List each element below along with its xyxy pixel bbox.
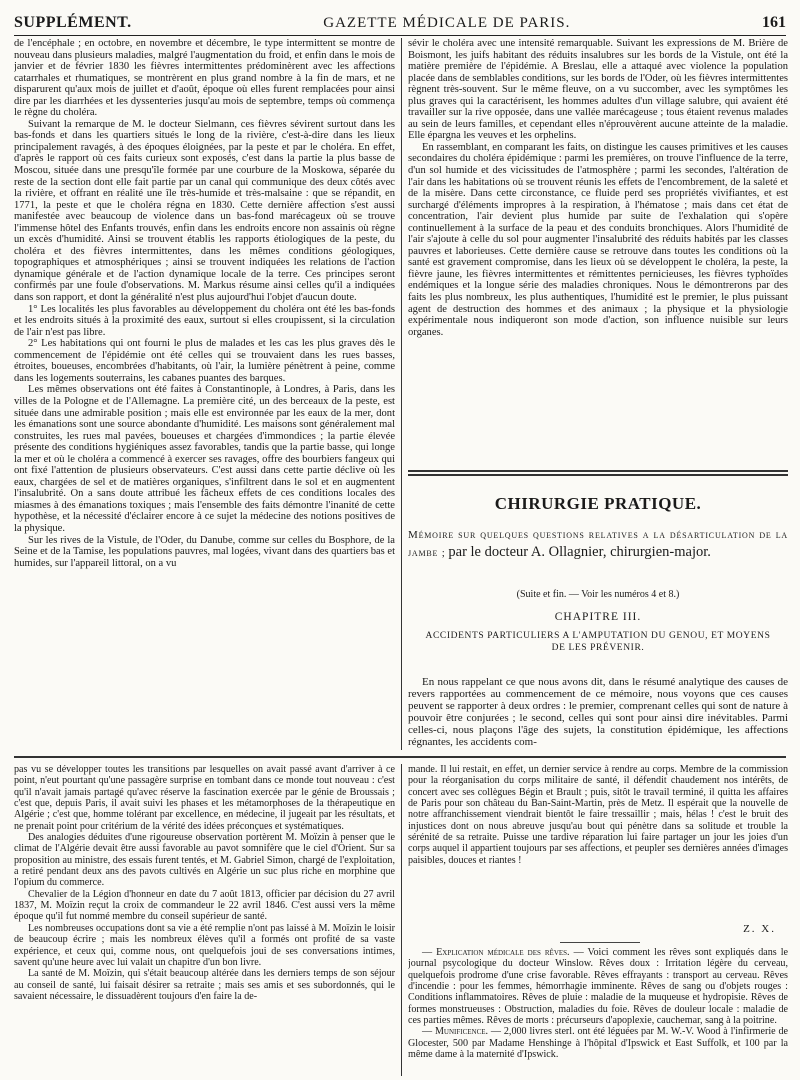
memoir-lead: Mémoire sur quelques questions relatives a la désarticulation de la jambe ; xyxy=(408,529,788,559)
paragraph: de l'encéphale ; en octobre, en novembre et décembre, le type intermittent se montre de nouveau dans plusieurs maladies, malgré l'augmentation du froid, et enfin dans le mois de janvier et de février 1830 les fièvres intermittentes prédominèrent avec les affections catarrhales et rhumatiques, se montrèrent en plus grand nombre à la fin de mars, et ne disparurent qu'aux mois de juillet et d'août, époque où elles furent remplacées pour ainsi dire par les diarrhées et les dyssenteries jusqu'au mois de septembre, temps où commença le règne du choléra. xyxy=(14,38,395,119)
paragraph: Des analogies déduites d'une rigoureuse observation portèrent M. Moïzin à penser que le climat de l'Algérie devait être aussi favorable au pavot somnifère que le ciel d'Orient. Sur sa proposition au ministre, des essais furent tentés, et M. Gabriel Simon, chargé de l'exploitation, a retiré pendant deux ans des pavots cultivés en Algérie un suc plus riche en morphine que l'opium du commerce. xyxy=(14,832,395,889)
paragraph: En nous rappelant ce que nous avons dit, dans le résumé analytique des causes de revers rapportées au commencement de ce mémoire, nous voyons que ces causes peuvent se rapporter à deux ordres : le premier, comprenant celles qui sont de nature à pouvoir être conjurées ; le second, celles qui sont pour ainsi dire inévitables. Parmi celles-ci, nous plaçons l'âge des sujets, la constitution épidémique, les affections régnantes, les accidents com- xyxy=(408,676,788,748)
left-column-top xyxy=(14,38,395,746)
separator-rule xyxy=(560,942,640,943)
chapter-heading: CHAPITRE III. xyxy=(554,611,642,623)
paragraph: 2° Les habitations qui ont fourni le plus de malades et les cas les plus graves dès le commencement de l'épidémie ont été celles qui se trouvaient dans les rues basses, étroites, boueuses, encombrées d'habitants, où l'air, la lumière pénètrent à peine, comme dans les logements souterrains, les cabanes puantes des barques. xyxy=(14,338,395,384)
column-divider xyxy=(401,764,402,1076)
left-column-bottom xyxy=(14,764,395,1076)
chapter-subtitle: ACCIDENTS PARTICULIERS A L'AMPUTATION DU GENOU, ET MOYENS DE LES PRÉVENIR. xyxy=(425,631,771,653)
page-header xyxy=(14,6,786,36)
right-column-bottom xyxy=(408,764,788,924)
continuation-note: (Suite et fin. — Voir les numéros 4 et 8.) xyxy=(516,589,680,600)
paragraph: Sur les rives de la Vistule, de l'Oder, du Danube, comme sur celles du Bosphore, de la Seine et de la Tamise, les populations pauvres, mal logées, vivant dans des quartiers bas et humides, sur l'appareil littoral, on a vu xyxy=(14,534,395,569)
paragraph: Les mêmes observations ont été faites à Constantinople, à Londres, à Paris, dans les villes de la Pologne et de l'Allemagne. La première cité, un des berceaux de la peste, est située dans une admirable position ; mais elle est environnée par les eaux de la mer, dont les émanations sont une source abondante d'humidité. Les maisons sont généralement mal construites, les rues mal pavées, boueuses et chargées d'immondices ; la partie élevée présente des conditions hygiéniques assez favorables, tandis que la partie basse, qui longe la mer et où le choléra a commencé à exercer ses ravages, offre des bourbiers fangeux qui ont fixé l'attention de plusieurs observateurs. C'est aussi dans cette partie déclive où les eaux, chargées de sel et de matières organiques, s'infiltrent dans le sol et en augmentent l'insalubrité. On a sans doute attribué les fâcheux effets de ces conditions locales des miasmes à des émanations toxiques ; mais l'ensemble des faits démontre l'inanité de cette hypothèse, et la nécessité d'éclairer encore à ce sujet la médecine des notions positives de la physique. xyxy=(14,384,395,534)
paragraph: En rassemblant, en comparant les faits, on distingue les causes primitives et les causes secondaires du choléra épidémique : parmi les premières, on trouve l'influence de la terre, d'un sol humide et des vicissitudes de l'atmosphère ; parmi les secondes, l'altération de l'air dans les habitations où se trouvent réunis les effets de l'encombrement, de la saleté et de la misère. Dans cette circonstance, ce fluide perd ses propriétés vivifiantes, et est surchargé d'éléments impropres à la respiration, à l'hématose ; mais dans cet état de concentration, l'air devient plus humide par suite de l'exhalation qui s'opère continuellement à la surface de la peau et des conduits bronchiques. Alors l'humidité de l'air s'ajoute à celle du sol pour augmenter l'insalubrité des réduits habités par les classes pauvres et laborieuses. Cette dernière cause se retrouve dans toutes les conditions où la santé est gravement compromise, dans les lieux où se développent le choléra, la peste, la fièvre jaune, les fièvres intermittentes et rémittentes pernicieuses, les fièvres typhoïdes endémiques et la longue série des maladies chroniques. Nous le démontrerons par des faits les plus nombreux, les plus authentiques, l'humidité est le premier, le plus puissant agent de destruction des hommes et des animaux ; la physique et la physiologie expérimentale nous indiqueront son mode d'action, son influence nuisible sur leurs organes. xyxy=(408,141,788,338)
section-rule xyxy=(408,470,788,472)
paragraph: La santé de M. Moïzin, qui s'était beaucoup altérée dans les derniers temps de son séjour au conseil de santé, lui faisait désirer sa retraite ; mais ses amis et ses subordonnés, qui le savaient nécessaire, le dissuadèrent toujours d'en faire la de- xyxy=(14,968,395,1002)
page-rule xyxy=(14,756,786,758)
memoir-title xyxy=(408,527,788,562)
paragraph: sévir le choléra avec une intensité remarquable. Suivant les expressions de M. Brière de Boismont, les juifs habitant des réduits insalubres sur les bords de la Vistule, ont été la matière première de l'épidémie. A Breslau, elle a attaqué avec violence la population placée dans de semblables conditions, sur les bords de l'Oder, où les fièvres intermittentes règnent très-souvent. Sur le même fleuve, on a vu succomber, avec les symptômes les plus graves qui la caractérisent, les hommes adultes d'un village salubre, qui avaient été travailler sur la rive opposée, dans une vallée marécageuse ; tous étaient revenus malades au sein de leurs familles, et cependant elles n'éprouvèrent aucune atteinte de la maladie. Elle épargna les veuves et les orphelins. xyxy=(408,38,788,142)
news-items xyxy=(408,947,788,1077)
paragraph: Suivant la remarque de M. le docteur Sielmann, ces fièvres sévirent surtout dans les bas-fonds et dans les quartiers situés le long de la rivière, c'est-à-dire dans les lieux principalement ravagés, à des époques éloignées, par la peste et par le choléra. En effet, d'après le rapport où ces faits curieux sont exposés, c'est dans la partie la plus basse de Moscou, située dans une presqu'île formée par une courbure de la Moskowa, séparée du reste de la section dont elle fait partie par un canal qui communique des deux côtés avec la rivière, et offrant en réalité une île très-humide et très-malsaine : que se répandit, en 1771, la peste et que le choléra régna en 1830. Cette dernière affection s'est aussi manifestée avec beaucoup de violence dans un bas-fond marécageux où se trouve l'immense hôtel des Enfants trouvés, enfin dans les endroits encore non assainis où règne un excès d'humidité. Ainsi se trouvent établis les rapports étiologiques de la peste, du choléra et des fièvres intermittentes, dans les mêmes conditions géologiques, topographiques et atmosphériques ; ainsi se trouvent indiquées les relations de l'action dynamique générale et de l'action dynamique locale de la terre. Ces principes seront confirmés par une foule d'observations. M. Markus résume ainsi celles qu'il a indiquées dans son rapport, et dont la généralité n'est plus aujourd'hui l'objet d'aucun doute. xyxy=(14,118,395,304)
news-heading: — Explication médicale des rêves. xyxy=(422,947,570,958)
memoir-author: par le docteur A. Ollagnier, chirurgien-major. xyxy=(448,544,711,560)
paragraph: Les nombreuses occupations dont sa vie a été remplie n'ont pas laissé à M. Moïzin le loisir de beaucoup écrire ; mais les nombreux élèves qu'il a formés ont profité de sa vaste expérience, et ceux qui, comme nous, ont quelquefois joui de ses conversations intimes, savent qu'une heure avec lui valait un chapitre d'un bon livre. xyxy=(14,922,395,968)
column-divider xyxy=(401,38,402,750)
paragraph: pas vu se développer toutes les transitions par lesquelles on avait passé avant d'arriver à ce point, n'eut pourtant qu'une passagère surprise en tombant dans ce monde tout nouveau : c'est qu'il n'avait jamais partagé qu'avec réserve la fascination exercée par le génie de Broussais ; c'est que, depuis Paris, il avait suivi les phases et les métamorphoses de la thérapeutique en Algérie ; c'est que, homme tolérant par excellence, en médecine, il jugeait par les résultats, et ne prenait point pour critérium de la vérité des idées préconçues et systématiques. xyxy=(14,764,395,832)
page-number: 161 xyxy=(761,14,786,31)
news-text: — 2,000 livres sterl. ont été léguées par M. W.-V. Wood à l'infirmerie de Glocester, 500 par Madame Henshinge à l'hôpital d'Ipswick et East Suffolk, et 100 par la même dame à la maternité d'Ipswick. xyxy=(408,1026,788,1061)
section-title: CHIRURGIE PRATIQUE. xyxy=(494,494,702,513)
news-item xyxy=(408,1026,788,1060)
paragraph: 1° Les localités les plus favorables au développement du choléra ont été les bas-fonds et les endroits situés à la proximité des eaux, surtout si elles croupissent, si la circulation de l'air n'est pas libre. xyxy=(14,303,395,338)
right-column-top xyxy=(408,38,788,462)
paragraph: Chevalier de la Légion d'honneur en date du 7 août 1813, officier par décision du 27 avril 1837, M. Moïzin reçut la croix de commandeur le 22 avril 1846. C'est aussi vers la même époque qu'il fut nommé membre du conseil supérieur de santé. xyxy=(14,888,395,923)
section-rule xyxy=(408,474,788,476)
news-text: — Voici comment les rêves sont expliqués dans le journal psycologique du docteur Winslow. Rêves doux : Irritation légère du cerveau, quelquefois prodrome d'une crise favorable. Rêves effrayants : transport au cerveau. Rêves d'incendie : pour les femmes, hémorrhagie imminente. Rêves de sang ou d'objets rouges : Conditions inflammatoires. Rêves de pluie : maladie de la muqueuse et hydropisie. Rêves de formes monstrueuses : Obstruction, maladies du foie. Rêves de douleur locale : maladie de ces parties mêmes. Rêves de morts : précurseurs d'apoplexie, cauchemar, sang à la poitrine. xyxy=(408,947,788,1027)
journal-title: GAZETTE MÉDICALE DE PARIS. xyxy=(323,15,571,31)
news-item xyxy=(408,947,788,1026)
paragraph: mande. Il lui restait, en effet, un dernier service à rendre au corps. Membre de la commission pour la réorganisation du corps militaire de santé, il défendit chaudement nos intérêts, de concert avec ses collègues Bégin et Brault ; puis, sitôt le travail terminé, il quitta les affaires de Paris pour son château du Ban-Saint-Martin, près de Metz. Il espérait que la nouvelle de notre affranchissement viendrait bientôt le faire tressaillir ; mais, hélas ! c'est le bruit des injustices dont on nous abreuve jusqu'au bout qui pénètre dans sa solitude et trouble la sérénité de sa retraite. Puisse une tardive réparation lui faire partager un jour les joies d'un corps auquel il appartient toujours par ses affections, et peupler ses dernières années d'images paisibles, douces et riantes ! xyxy=(408,764,788,866)
signature: Z. X. xyxy=(743,923,776,935)
supplement-label: SUPPLÉMENT. xyxy=(14,14,132,31)
news-heading: — Munificence. xyxy=(422,1026,489,1038)
chapter-body xyxy=(408,676,788,750)
